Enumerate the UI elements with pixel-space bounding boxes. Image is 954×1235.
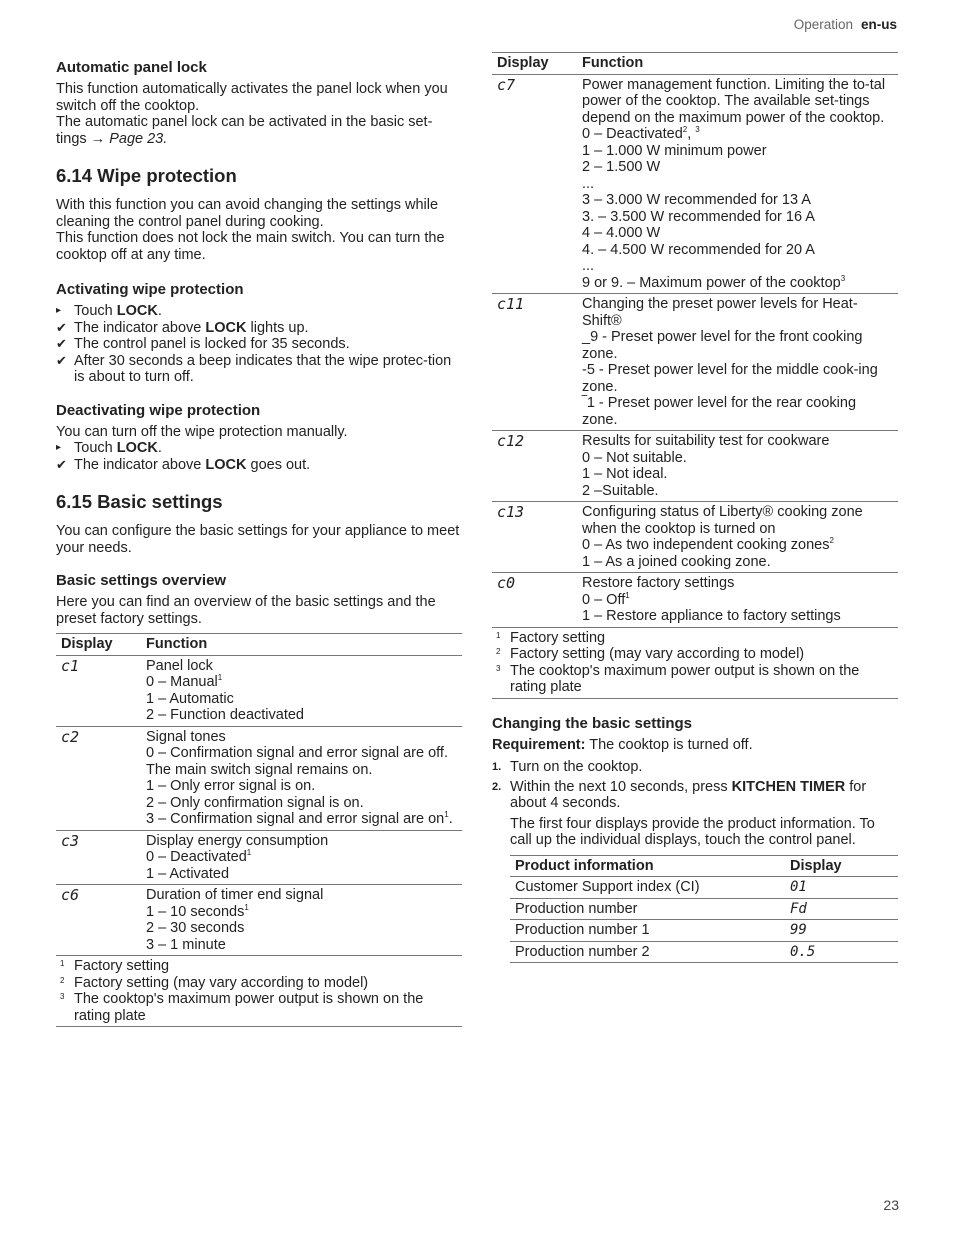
arrow-icon: →: [90, 130, 106, 147]
basic-p1: You can configure the basic settings for your appliance to meet your needs.: [56, 523, 460, 556]
table-row: [56, 830, 462, 885]
function-cell: Results for suitability test for cookware 0 – Not suitable. 1 – Not ideal. 2 –Suitable.: [577, 431, 898, 502]
col-display: Display: [785, 855, 898, 877]
triangle-bullet-icon: ▸: [56, 442, 62, 453]
check-icon: ✔: [56, 456, 67, 472]
display-code: c2: [56, 726, 141, 830]
col-function: Function: [141, 634, 462, 656]
function-cell: Display energy consumption 0 – Deactivated$^1$ 1 – Activated: [141, 830, 462, 885]
check-icon: ✔: [56, 352, 67, 368]
display-code: c12: [492, 431, 577, 502]
table-row: [492, 431, 898, 502]
deactivating-title: Deactivating wipe protection: [56, 401, 261, 419]
changing-title: Changing the basic settings: [492, 714, 693, 732]
table-row: Customer Support index (CI) 01: [510, 877, 898, 899]
function-cell: Duration of timer end signal 1 – 10 seconds$^1$ 2 – 30 seconds 3 – 1 minute: [141, 885, 462, 956]
page-number: 23: [883, 1197, 899, 1213]
auto-lock-p1: This function automatically activates the panel lock when you switch off the cooktop.: [56, 81, 448, 114]
col-function: Function: [577, 53, 898, 75]
display-code: c6: [56, 885, 141, 956]
check-icon: ✔: [56, 319, 67, 335]
table-row: [492, 502, 898, 573]
basic-settings-table-continued: [492, 52, 898, 628]
col-display: Display: [492, 53, 577, 75]
running-header: [794, 17, 897, 34]
activating-title: Activating wipe protection: [56, 281, 244, 298]
display-code: c13: [492, 502, 577, 573]
step-1: 1. Turn on the cooktop.: [492, 759, 643, 775]
basic-settings-table: [56, 633, 462, 956]
activate-result-2: ✔ The control panel is locked for 35 seconds.: [56, 336, 350, 352]
function-cell: Changing the preset power levels for Heat-Shift® _9 - Preset power level for the front cooking zone. -5 - Preset power level for the middle cook-ing zone. ‾1 - Preset power level for the rear cooking zone.: [577, 294, 898, 431]
header-section: Operation: [793, 17, 853, 32]
display-code: c0: [492, 573, 577, 628]
step-2: 2. Within the next 10 seconds, press KITCHEN TIMER for about 4 seconds.: [492, 778, 867, 811]
display-code: c1: [56, 655, 141, 726]
triangle-bullet-icon: ▸: [56, 305, 62, 316]
right-column: [492, 52, 898, 963]
page-ref-link[interactable]: Page 23.: [109, 130, 168, 147]
product-info-table: [510, 855, 898, 964]
deactivate-p: You can turn off the wipe protection manually.: [56, 423, 348, 440]
activate-result-3: ✔ After 30 seconds a beep indicates that the wipe protec-tion is about to turn off.: [56, 352, 452, 385]
basic-heading: 6.15 Basic settings: [56, 491, 223, 512]
wipe-p2: This function does not lock the main switch. You can turn the cooktop off at any time.: [56, 230, 445, 263]
wipe-p1: With this function you can avoid changing the settings while cleaning the control panel during cooking.: [56, 197, 439, 230]
function-cell: Restore factory settings 0 – Off$^1$ 1 – Restore appliance to factory settings: [577, 573, 898, 628]
overview-p: Here you can find an overview of the basic settings and the preset factory settings.: [56, 594, 436, 627]
deactivate-step: ▸ Touch LOCK.: [56, 440, 162, 456]
function-cell: Power management function. Limiting the to-tal power of the cooktop. The available set-tings depend on the maximum power of the cooktop. 0 – Deactivated$^2$, $^3$ 1 – 1.000 W minimum power 2 – 1.500 W ... 3 – 3.000 W recommended for 13 A 3. – 3.500 W recommended for 16 A 4 – 4.000 W 4. – 4.500 W recommended for 20 A ... 9 or 9. – Maximum power of the cooktop$^3$: [577, 74, 898, 294]
table-row: Production number 2 0.5: [510, 941, 898, 963]
check-icon: ✔: [56, 336, 67, 351]
table-row: [492, 294, 898, 431]
activate-result-1: ✔ The indicator above LOCK lights up.: [56, 319, 309, 336]
table-row: Production number Fd: [510, 898, 898, 920]
table-footnotes: 1 Factory setting 2 Factory setting (may vary according to model) 3 The cooktop's maximum power output is shown on the rating plate: [492, 628, 898, 699]
overview-title: Basic settings overview: [56, 572, 227, 589]
table-row: [56, 726, 462, 830]
left-column: [56, 59, 462, 1027]
table-row: Production number 1 99: [510, 920, 898, 942]
table-row: [56, 885, 462, 956]
function-cell: Panel lock 0 – Manual$^1$ 1 – Automatic 2 – Function deactivated: [141, 655, 462, 726]
header-lang: en-us: [860, 17, 897, 32]
table-row: [492, 74, 898, 294]
col-display: Display: [56, 634, 141, 656]
table-row: [492, 573, 898, 628]
function-cell: Signal tones 0 – Confirmation signal and error signal are off. The main switch signal remains on. 1 – Only error signal is on. 2 – Only confirmation signal is on. 3 – Confirmation signal and error signal are $on^1$.: [141, 726, 462, 830]
col-product-info: Product information: [510, 855, 785, 877]
display-code: c11: [492, 294, 577, 431]
auto-lock-p2: The automatic panel lock can be activated in the basic set-tings → Page 23.: [56, 114, 433, 147]
display-code: c3: [56, 830, 141, 885]
requirement: Requirement: The cooktop is turned off.: [492, 736, 753, 753]
auto-lock-title: Automatic panel lock: [56, 59, 207, 76]
deactivate-result-1: ✔ The indicator above LOCK goes out.: [56, 456, 311, 473]
step-2-note: The first four displays provide the product information. To call up the individual displays, touch the control panel.: [510, 815, 875, 848]
table-row: [56, 655, 462, 726]
activate-step: ▸ Touch LOCK.: [56, 303, 162, 319]
display-code: c7: [492, 74, 577, 294]
function-cell: Configuring status of Liberty® cooking zone when the cooktop is turned on 0 – As two independent cooking zones$^2$ 1 – As a joined cooking zone.: [577, 502, 898, 573]
wipe-heading: 6.14 Wipe protection: [56, 165, 237, 186]
table-footnotes: 1 Factory setting 2 Factory setting (may vary according to model) 3 The cooktop's maximum power output is shown on the rating plate: [56, 956, 462, 1027]
